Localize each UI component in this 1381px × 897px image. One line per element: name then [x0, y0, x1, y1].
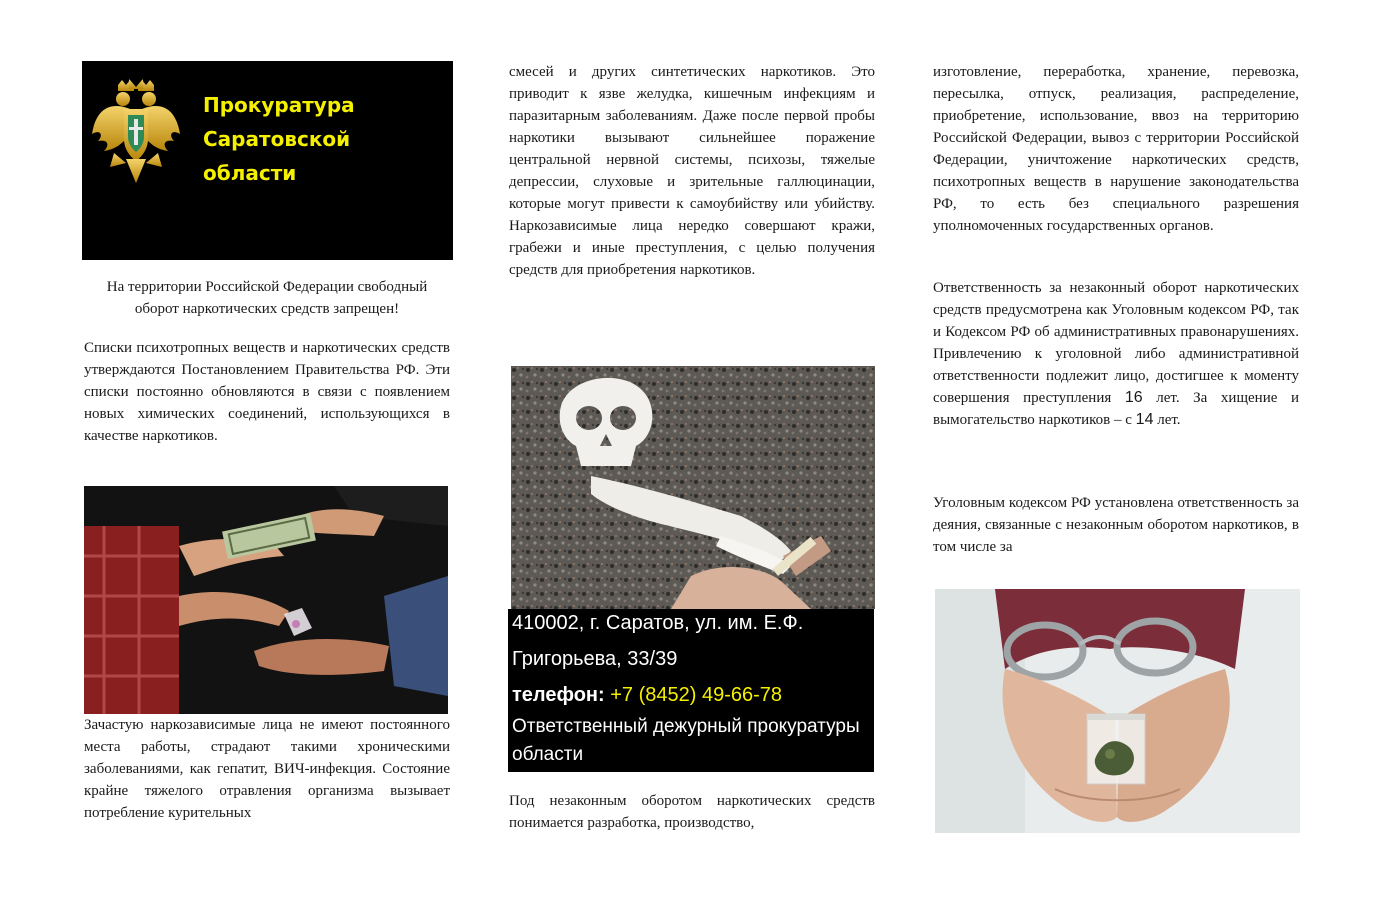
years-suffix: лет. [1157, 412, 1181, 428]
addicts-health-paragraph: Зачастую наркозависимые лица не имеют постоянного места работы, страдают такими хроническими заболеваниями, как гепатит, ВИЧ-инфекция. Состояние крайне тяжелого отравления организма вызывает потребление курительных [84, 717, 450, 821]
powder-skull-photo [511, 366, 875, 609]
organization-name [203, 88, 448, 190]
handcuffed-hands-with-drugs-photo [935, 589, 1300, 833]
health-effects-paragraph: смесей и других синтетических наркотиков. Это приводит к язве желудка, кишечным инфекциям и паразитарным заболеваниям. Даже после первой пробы наркотики вызывают сильнейшее поражение центральной нервной системы, психозы, тяжелые депрессии, слуховые и зрительные галлюцинации, которые могут привести к самоубийству или убийству. Наркозависимые лица нередко совершают кражи, грабежи и иные преступления, с целью получения средств для приобретения наркотиков. [509, 64, 875, 278]
age-16: 16 [1124, 389, 1143, 406]
trafficking-definition-continuation: изготовление, переработка, хранение, перевозка, пересылка, отпуск, реализация, распределение, приобретение, использование, ввоз на территорию Российской Федерации, вывоз с территории Российской Федерации, уничтожение наркотических средств, психотропных веществ в нарушение законодательства РФ, то есть без специального разрешения уполномоченных государственных органов. [933, 64, 1299, 234]
phone-number[interactable]: +7 (8452) 49-66-78 [610, 684, 783, 706]
contact-info-block [508, 609, 874, 772]
phone-row [512, 684, 782, 707]
double-headed-eagle-emblem-icon [90, 79, 182, 187]
responsibility-paragraph [933, 277, 1299, 431]
trafficking-definition-paragraph: Под незаконным оборотом наркотических средств понимается разработка, производство, [509, 793, 875, 831]
theft-text: лет. За хищение и вымогательство наркотиков – с [933, 390, 1299, 428]
organization-name-line2: Саратовской области [203, 127, 351, 185]
money-for-drugs-exchange-photo [84, 486, 448, 714]
substance-lists-paragraph: Списки психотропных веществ и наркотических средств утверждаются Постановлением Правительства РФ. Эти списки постоянно обновляются в связи с появлением новых химических соединений, использующихся в качестве наркотиков. [84, 340, 450, 444]
organization-name-line1: Прокуратура [203, 93, 355, 117]
intro-statement: На территории Российской Федерации свободный оборот наркотических средств запрещен! [106, 279, 428, 317]
duty-officer-line2: области [512, 744, 584, 765]
criminal-code-paragraph: Уголовным кодексом РФ установлена ответственность за деяния, связанные с незаконным оборотом наркотиков, в том числе за [933, 495, 1299, 555]
prosecutor-banner [82, 61, 453, 260]
duty-officer-line1: Ответственный дежурный прокуратуры [512, 716, 860, 737]
address-line1: 410002, г. Саратов, ул. им. Е.Ф. [512, 612, 804, 634]
address-line2: Григорьева, 33/39 [512, 648, 678, 670]
phone-label: телефон: [512, 684, 605, 706]
responsibility-text: Ответственность за незаконный оборот наркотических средств предусмотрена как Уголовным кодексом РФ, так и Кодексом РФ об административных правонарушениях. Привлечению к уголовной либо административной ответственности подлежит лицо, достигшее к моменту совершения преступления [933, 280, 1299, 406]
age-14: 14 [1135, 411, 1154, 428]
